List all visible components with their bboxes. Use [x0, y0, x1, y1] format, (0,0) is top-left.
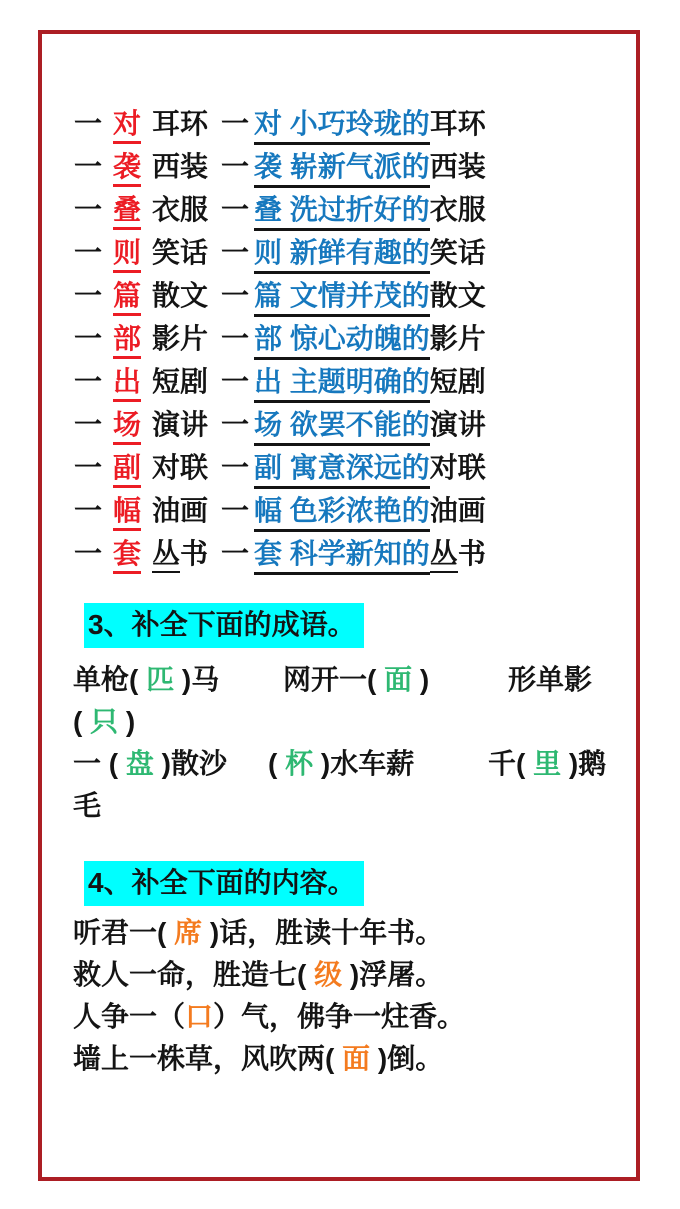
numeral: 一: [221, 323, 250, 354]
section3-title: 3、补全下面的成语。: [84, 603, 364, 648]
measure-word-list: [74, 102, 486, 575]
numeral: 一: [74, 452, 103, 483]
noun: 衣服: [152, 194, 209, 225]
measure-word-row: [74, 274, 486, 317]
idiom-line: [73, 785, 104, 827]
numeral: 一: [74, 151, 103, 182]
proverb-answer: 口: [185, 1001, 214, 1032]
measure-word-answer: 袭: [113, 151, 141, 187]
idiom: 一 ( 盘 )散沙: [73, 748, 228, 779]
measure-word-row: [74, 188, 486, 231]
descriptive-phrase: 副 寓意深远的: [254, 452, 430, 489]
idiom-line: [73, 659, 593, 701]
noun: 演讲: [152, 409, 209, 440]
measure-word-row: [74, 102, 486, 145]
proverb-answer: 席: [174, 917, 203, 948]
measure-word-answer: 套: [113, 538, 141, 574]
numeral: 一: [221, 108, 250, 139]
idiom: 网开一( 面 ): [283, 664, 430, 695]
idiom: 单枪( 匹 )马: [73, 664, 220, 695]
descriptive-phrase: 叠 洗过折好的: [254, 194, 430, 231]
numeral: 一: [74, 194, 103, 225]
numeral: 一: [74, 323, 103, 354]
proverb-line: 救人一命，胜造七( 级 )浮屠。: [73, 959, 444, 990]
measure-word-row: [74, 489, 486, 532]
noun: 笑话: [152, 237, 209, 268]
noun: 散文: [152, 280, 209, 311]
numeral: 一: [74, 280, 103, 311]
noun: 书: [180, 538, 209, 569]
measure-word-row: [74, 403, 486, 446]
noun: 对联: [429, 452, 486, 483]
numeral: 一: [221, 151, 250, 182]
noun: 演讲: [429, 409, 486, 440]
descriptive-phrase: 场 欲罢不能的: [254, 409, 430, 446]
idiom-answer: 面: [384, 664, 413, 695]
measure-word-answer: 出: [113, 366, 141, 402]
measure-word-answer: 场: [113, 409, 141, 445]
measure-word-answer: 部: [113, 323, 141, 359]
descriptive-phrase: 袭 崭新气派的: [254, 151, 430, 188]
noun: 西装: [152, 151, 209, 182]
section3-content: [73, 659, 607, 827]
idiom: ( 杯 )水车薪: [268, 748, 415, 779]
numeral: 一: [221, 366, 250, 397]
noun: 书: [457, 538, 486, 569]
numeral: 一: [74, 237, 103, 268]
noun: 散文: [429, 280, 486, 311]
measure-word-answer: 副: [113, 452, 141, 488]
measure-word-row: [74, 145, 486, 188]
noun: 衣服: [429, 194, 486, 225]
descriptive-phrase: 篇 文情并茂的: [254, 280, 430, 317]
numeral: 一: [74, 108, 103, 139]
descriptive-phrase: 部 惊心动魄的: [254, 323, 430, 360]
noun: 西装: [429, 151, 486, 182]
measure-word-row: [74, 360, 486, 403]
section4-content: [73, 912, 465, 1080]
noun: 短剧: [152, 366, 209, 397]
descriptive-phrase: 对 小巧玲珑的: [254, 108, 430, 145]
proverb-line: 人争一（口）气，佛争一炷香。: [73, 1001, 466, 1032]
measure-word-answer: 篇: [113, 280, 141, 316]
noun: 耳环: [429, 108, 486, 139]
numeral: 一: [221, 237, 250, 268]
numeral: 一: [74, 495, 103, 526]
idiom: 形单影: [508, 664, 593, 695]
idiom: ( 只 ): [73, 706, 136, 737]
descriptive-phrase: 出 主题明确的: [254, 366, 430, 403]
noun: 油画: [152, 495, 209, 526]
noun: 影片: [429, 323, 486, 354]
numeral: 一: [74, 538, 103, 569]
idiom-answer: 盘: [125, 748, 154, 779]
noun: 油画: [429, 495, 486, 526]
proverb-answer: 级: [314, 959, 343, 990]
measure-word-answer: 叠: [113, 194, 141, 230]
idiom-answer: 里: [533, 748, 562, 779]
measure-word-answer: 对: [113, 108, 141, 144]
numeral: 一: [221, 194, 250, 225]
idiom-answer: 只: [90, 706, 119, 737]
numeral: 一: [221, 538, 250, 569]
numeral: 一: [221, 452, 250, 483]
idiom: 千( 里 )鹅: [488, 748, 607, 779]
measure-word-row: [74, 317, 486, 360]
section4-title: 4、补全下面的内容。: [84, 861, 364, 906]
noun: 影片: [152, 323, 209, 354]
numeral: 一: [74, 366, 103, 397]
proverb-line: 听君一( 席 )话，胜读十年书。: [73, 917, 444, 948]
noun-underlined: 丛: [152, 538, 180, 573]
measure-word-row: [74, 532, 486, 575]
idiom-line: [73, 701, 136, 743]
descriptive-phrase: 幅 色彩浓艳的: [254, 495, 430, 532]
measure-word-answer: 则: [113, 237, 141, 273]
measure-word-row: [74, 231, 486, 274]
proverb-answer: 面: [342, 1043, 371, 1074]
noun: 对联: [152, 452, 209, 483]
idiom-answer: 杯: [285, 748, 314, 779]
numeral: 一: [221, 409, 250, 440]
measure-word-answer: 幅: [113, 495, 141, 531]
numeral: 一: [74, 409, 103, 440]
numeral: 一: [221, 280, 250, 311]
descriptive-phrase: 套 科学新知的: [254, 538, 430, 575]
noun-underlined: 丛: [430, 538, 458, 573]
idiom: 毛: [73, 790, 102, 821]
descriptive-phrase: 则 新鲜有趣的: [254, 237, 430, 274]
noun: 笑话: [429, 237, 486, 268]
proverb-line: 墙上一株草，风吹两( 面 )倒。: [73, 1043, 444, 1074]
measure-word-row: [74, 446, 486, 489]
noun: 耳环: [152, 108, 209, 139]
numeral: 一: [221, 495, 250, 526]
idiom-answer: 匹: [146, 664, 175, 695]
idiom-line: [73, 743, 607, 785]
noun: 短剧: [429, 366, 486, 397]
